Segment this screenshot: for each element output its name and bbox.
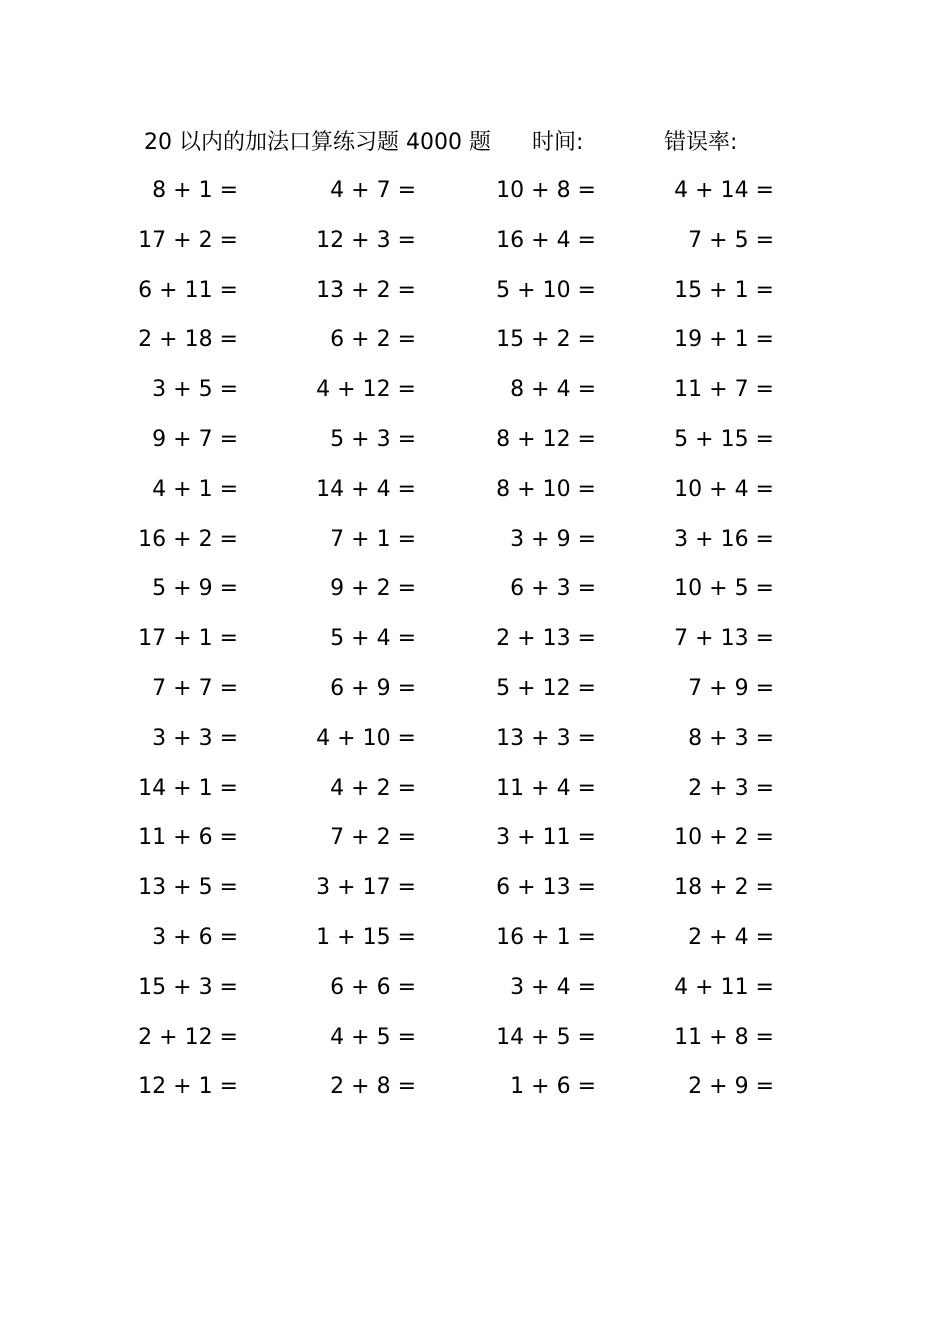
problem-3-3: 5 + 10 = [496, 277, 596, 303]
problem-19-3: 1 + 6 = [510, 1074, 596, 1100]
problem-15-2: 3 + 17 = [316, 875, 416, 901]
problem-2-1: 17 + 2 = [138, 227, 238, 253]
problem-15-4: 18 + 2 = [674, 875, 774, 901]
problem-16-3: 16 + 1 = [496, 925, 596, 950]
problem-11-3: 5 + 12 = [496, 676, 596, 701]
problem-4-1: 2 + 18 = [138, 327, 238, 353]
problem-14-3: 3 + 11 = [496, 825, 596, 851]
problem-5-4: 11 + 7 = [674, 377, 774, 403]
problem-18-4: 11 + 8 = [674, 1024, 774, 1050]
problem-9-2: 9 + 2 = [330, 576, 416, 602]
error-rate-label: 错误率: [664, 130, 738, 155]
problem-13-3: 11 + 4 = [496, 775, 596, 801]
problem-3-2: 13 + 2 = [316, 277, 416, 303]
problem-9-4: 10 + 5 = [674, 576, 774, 602]
problem-10-4: 7 + 13 = [674, 626, 774, 652]
problem-8-2: 7 + 1 = [330, 526, 416, 552]
problem-4-3: 15 + 2 = [496, 327, 596, 353]
problem-4-2: 6 + 2 = [330, 327, 416, 353]
problem-2-2: 12 + 3 = [316, 227, 416, 253]
worksheet-title: 20 以内的加法口算练习题 4000 题 [144, 130, 491, 155]
problem-17-3: 3 + 4 = [510, 974, 596, 1000]
problem-4-4: 19 + 1 = [674, 327, 774, 353]
problem-13-1: 14 + 1 = [138, 775, 238, 801]
problem-7-1: 4 + 1 = [152, 476, 238, 502]
problem-1-2: 4 + 7 = [330, 178, 416, 203]
problem-12-3: 13 + 3 = [496, 725, 596, 751]
problem-18-2: 4 + 5 = [330, 1024, 416, 1050]
problem-8-1: 16 + 2 = [138, 526, 238, 552]
problem-8-3: 3 + 9 = [510, 526, 596, 552]
problem-2-3: 16 + 4 = [496, 227, 596, 253]
problem-1-3: 10 + 8 = [496, 178, 596, 203]
problem-13-4: 2 + 3 = [688, 775, 774, 801]
time-label: 时间: [532, 130, 584, 155]
problem-3-1: 6 + 11 = [138, 277, 238, 303]
problem-17-1: 15 + 3 = [138, 974, 238, 1000]
problem-19-2: 2 + 8 = [330, 1074, 416, 1100]
problem-18-3: 14 + 5 = [496, 1024, 596, 1050]
problem-10-3: 2 + 13 = [496, 626, 596, 652]
problem-14-1: 11 + 6 = [138, 825, 238, 851]
problem-7-3: 8 + 10 = [496, 476, 596, 502]
problem-8-4: 3 + 16 = [674, 526, 774, 552]
problem-14-2: 7 + 2 = [330, 825, 416, 851]
problem-18-1: 2 + 12 = [138, 1024, 238, 1050]
problem-11-2: 6 + 9 = [330, 676, 416, 701]
problem-16-4: 2 + 4 = [688, 925, 774, 950]
problem-3-4: 15 + 1 = [674, 277, 774, 303]
problem-12-1: 3 + 3 = [152, 725, 238, 751]
problem-6-2: 5 + 3 = [330, 427, 416, 452]
problem-10-2: 5 + 4 = [330, 626, 416, 652]
problem-9-3: 6 + 3 = [510, 576, 596, 602]
problem-15-3: 6 + 13 = [496, 875, 596, 901]
problem-6-4: 5 + 15 = [674, 427, 774, 452]
problem-5-3: 8 + 4 = [510, 377, 596, 403]
problem-13-2: 4 + 2 = [330, 775, 416, 801]
problem-5-2: 4 + 12 = [316, 377, 416, 403]
problem-12-4: 8 + 3 = [688, 725, 774, 751]
problem-11-1: 7 + 7 = [152, 676, 238, 701]
problem-14-4: 10 + 2 = [674, 825, 774, 851]
problem-10-1: 17 + 1 = [138, 626, 238, 652]
problem-19-1: 12 + 1 = [138, 1074, 238, 1100]
problem-16-2: 1 + 15 = [316, 925, 416, 950]
problem-12-2: 4 + 10 = [316, 725, 416, 751]
problem-17-2: 6 + 6 = [330, 974, 416, 1000]
problem-11-4: 7 + 9 = [688, 676, 774, 701]
problem-9-1: 5 + 9 = [152, 576, 238, 602]
problem-5-1: 3 + 5 = [152, 377, 238, 403]
problem-6-3: 8 + 12 = [496, 427, 596, 452]
problem-7-2: 14 + 4 = [316, 476, 416, 502]
problem-2-4: 7 + 5 = [688, 227, 774, 253]
problem-1-1: 8 + 1 = [152, 178, 238, 203]
problem-15-1: 13 + 5 = [138, 875, 238, 901]
problem-16-1: 3 + 6 = [152, 925, 238, 950]
problem-6-1: 9 + 7 = [152, 427, 238, 452]
problem-7-4: 10 + 4 = [674, 476, 774, 502]
problem-17-4: 4 + 11 = [674, 974, 774, 1000]
problem-1-4: 4 + 14 = [674, 178, 774, 203]
problem-19-4: 2 + 9 = [688, 1074, 774, 1100]
